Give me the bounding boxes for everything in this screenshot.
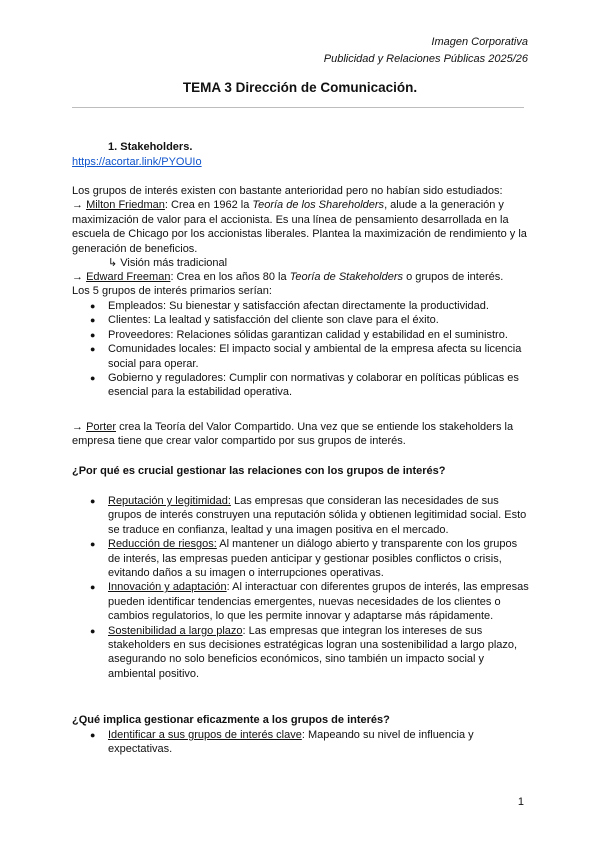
list-item-text: : Las empresas que integran los intereses de sus stakeholders en sus decisiones estratégicas logran una sostenibilidad a largo plazo, asegurando no solo beneficios económicos, sino también un impacto social y ambiental positivo. [108,624,518,680]
why-list [72,494,532,681]
title-divider [72,107,524,108]
bullet-icon: ● [90,329,96,340]
bullet-icon: ● [90,582,96,593]
intro-text: Los grupos de interés existen con bastante anterioridad pero no habían sido estudiados: [72,185,503,197]
intro-paragraph [72,184,532,256]
list-item [72,624,532,682]
bullet-icon: ● [90,730,96,740]
document-header [324,34,528,68]
section-heading-what: ¿Qué implica gestionar eficazmente a los grupos de interés? [72,714,390,726]
arrow-icon: → [72,199,83,212]
list-item-term: Identificar a sus grupos de interés clave [108,729,302,741]
bullet-icon: ● [90,344,96,355]
list-item-text: : Mapeando su nivel de influencia y expectativas. [108,729,474,756]
reference-link-line [72,155,532,169]
bullet-icon: ● [90,373,96,384]
course-name: Imagen Corporativa [431,36,528,48]
section-heading-stakeholders: 1. Stakeholders. [108,141,193,153]
list-item-term: Reducción de riesgos: [108,538,217,551]
list-item-term: Sostenibilidad a largo plazo [108,624,243,637]
list-item [72,371,532,400]
reference-link[interactable]: https://acortar.link/PYOUIo [72,156,202,168]
subject-name: Publicidad y Relaciones Públicas 2025/26 [323,53,528,65]
freeman-text-b: o grupos de interés. [403,271,504,283]
list-item-text: Al mantener un diálogo abierto y transparente con los grupos de interés, las empresas pueden anticipar y gestionar posibles conflictos o crisis, evitando daños a su imagen o interrupciones operativas. [108,538,518,580]
freeman-paragraph [72,270,532,299]
friedman-name: Milton Friedman [86,199,165,212]
bullet-icon: ● [90,315,96,326]
list-item-text: Clientes: La lealtad y satisfacción del cliente son clave para el éxito. [108,314,439,327]
list-item-term: Innovación y adaptación [108,581,227,594]
section-heading-why: ¿Por qué es crucial gestionar las relaciones con los grupos de interés? [72,465,446,477]
bullet-icon: ● [90,301,96,311]
list-item-text: Empleados: Su bienestar y satisfacción afectan directamente la productividad. [108,300,489,312]
list-item-text: Gobierno y reguladores: Cumplir con normativas y colaborar en políticas públicas es esencial para la estabilidad operativa. [108,372,519,399]
freeman-theory: Teoría de Stakeholders [289,271,404,283]
porter-paragraph [72,420,532,449]
arrow-icon: → [72,271,83,283]
list-item [72,728,532,757]
list-item-term: Reputación y legitimidad: [108,495,231,507]
bullet-icon: ● [90,625,96,636]
list-item-text: Las empresas que consideran las necesidades de sus grupos de interés construyen una reputación sólida y obtienen legitimidad social. Esto se traduce en confianza, lealtad y una imagen positiva en el mercado. [108,495,527,536]
friedman-text-a: : Crea en 1962 la [164,199,253,212]
porter-text: crea la Teoría del Valor Compartido. Una vez que se entiende los stakeholders la empresa tiene que crear valor compartido por sus grupos de interés. [72,421,514,448]
bullet-icon: ● [90,539,96,550]
page-number: 1 [517,796,524,808]
page-title: TEMA 3 Dirección de Comunicación. [182,80,418,95]
list-item-text: : Al interactuar con diferentes grupos de interés, las empresas pueden identificar tendencias emergentes, nuevas necesidades de los clientes o cambios regulatorios, lo que les permite innovar y adaptarse más rápidamente. [108,581,529,623]
return-arrow-icon: ↳ [108,257,118,269]
what-list [72,728,532,757]
freeman-text-a: : Crea en los años 80 la [170,271,290,283]
list-item [72,537,532,580]
list-item [72,328,532,342]
stakeholder-groups-list [72,299,532,400]
list-item [72,494,532,537]
friedman-text-b: , alude a la generación y maximización de valor para el accionista. Es una línea de pensamiento desarrollada en la escuela de Chicago por los accionistas liberales. Plantea la maximización de rendimiento y la generación de beneficios. [72,199,527,255]
vision-line [108,256,568,270]
bullet-icon: ● [90,496,96,506]
list-item [72,299,532,313]
list-item [72,580,532,623]
freeman-name: Edward Freeman [86,271,171,283]
list-item-text: Proveedores: Relaciones sólidas garantizan calidad y estabilidad en el suministro. [108,328,508,341]
list-item [72,342,532,371]
list-item-text: Comunidades locales: El impacto social y ambiental de la empresa afecta su licencia social para operar. [108,343,522,370]
friedman-theory: Teoría de los Shareholders [252,199,385,212]
porter-name: Porter [86,421,117,433]
arrow-icon: → [72,421,83,433]
list-item [72,313,532,327]
five-groups-text: Los 5 grupos de interés primarios serían: [72,285,272,298]
vision-text: Visión más tradicional [120,257,228,269]
